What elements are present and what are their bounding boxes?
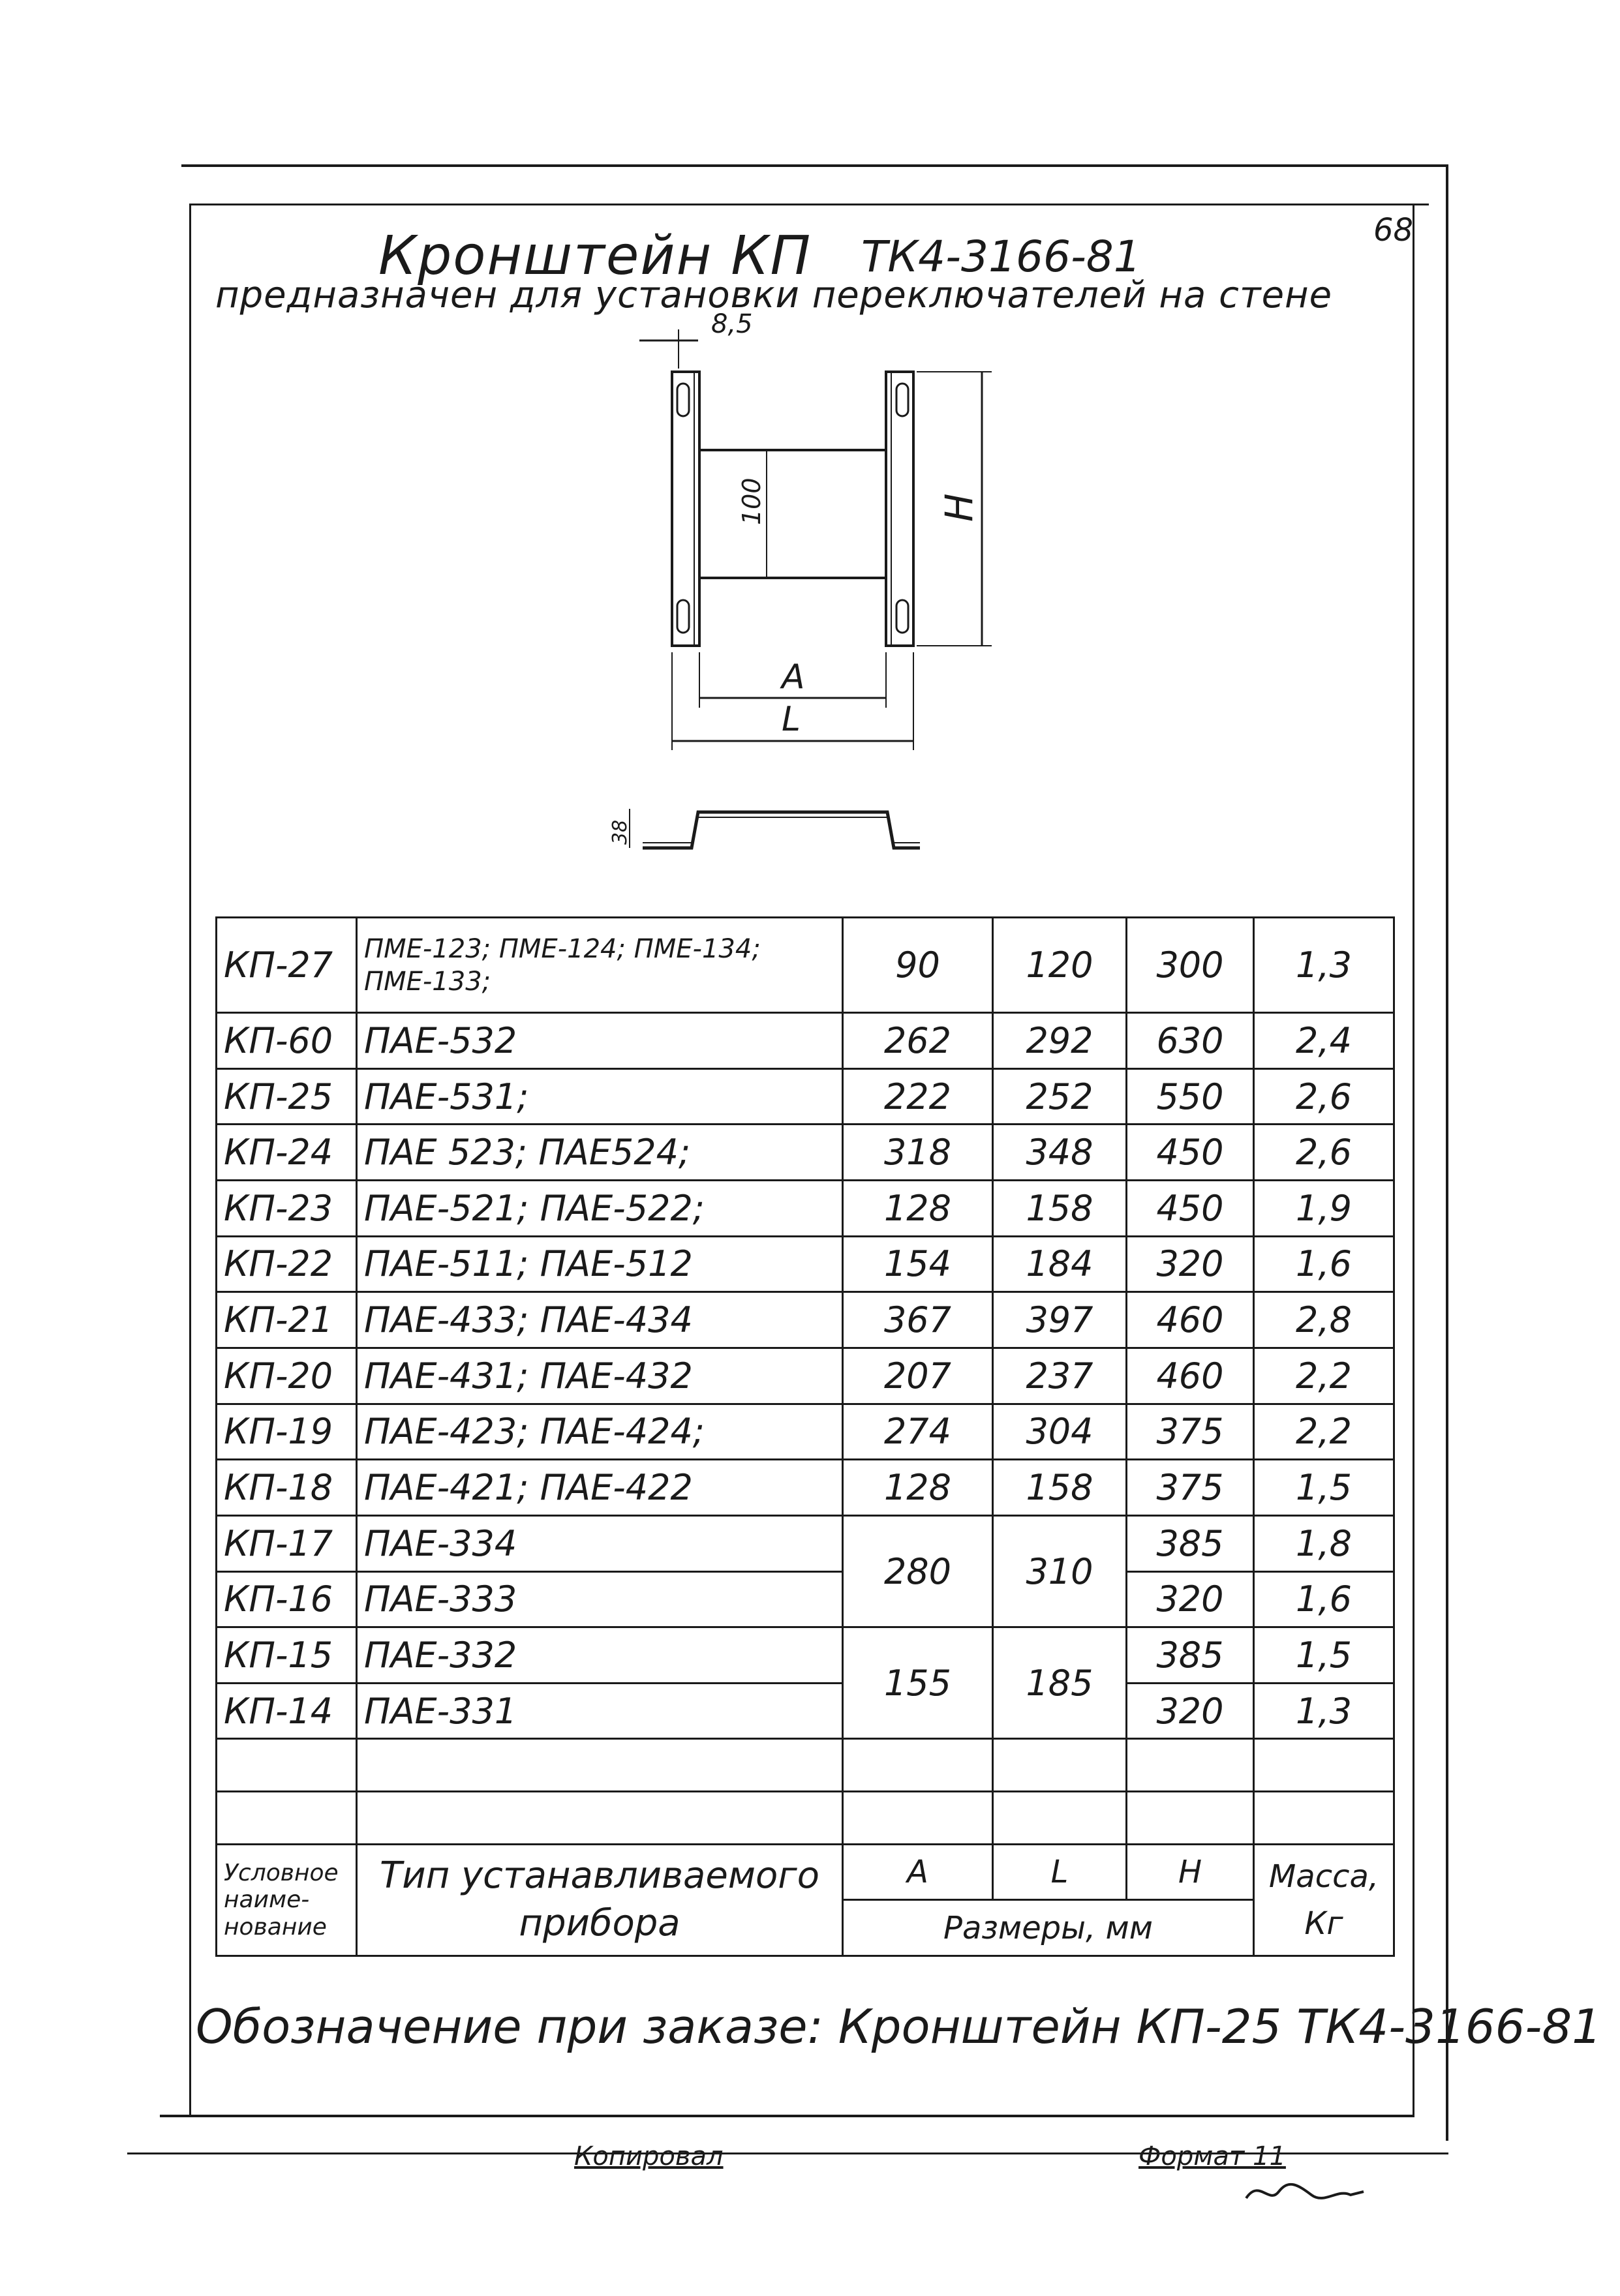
table-row	[217, 1460, 1394, 1516]
row-a: 128	[843, 1460, 993, 1516]
row-mass: 1,6	[1254, 1571, 1394, 1627]
table-row	[217, 1571, 1394, 1627]
row-a: 90	[843, 918, 993, 1013]
merged-l: 310	[993, 1515, 1127, 1627]
table-row	[217, 1348, 1394, 1404]
table-row	[217, 1068, 1394, 1125]
header-type: Тип устанавливаемого прибора	[357, 1844, 843, 1956]
row-mass: 2,6	[1254, 1125, 1394, 1181]
row-l: 397	[993, 1292, 1127, 1348]
row-device: ПМЕ-123; ПМЕ-124; ПМЕ-134; ПМЕ-133;	[357, 918, 843, 1013]
row-l: 348	[993, 1125, 1127, 1181]
table-row	[217, 918, 1394, 1013]
frame-top-line	[181, 164, 1448, 167]
document-code: ТК4-3166-81	[861, 232, 1141, 282]
row-mass: 2,2	[1254, 1348, 1394, 1404]
copied-label: Копировал	[574, 2141, 724, 2171]
row-mass: 2,4	[1254, 1013, 1394, 1069]
row-code: КП-24	[217, 1125, 357, 1181]
row-l: 304	[993, 1404, 1127, 1460]
row-code: КП-22	[217, 1236, 357, 1292]
row-a: 207	[843, 1348, 993, 1404]
row-device: ПАЕ-332	[357, 1627, 843, 1684]
row-h: 460	[1127, 1292, 1254, 1348]
row-device: ПАЕ-531;	[357, 1068, 843, 1125]
page-subtitle: предназначен для установки переключателей на стене	[215, 274, 1333, 316]
row-mass: 1,3	[1254, 1683, 1394, 1739]
row-mass: 1,6	[1254, 1236, 1394, 1292]
inner-frame-left	[189, 204, 191, 2116]
row-code: КП-20	[217, 1348, 357, 1404]
table-row	[217, 1515, 1394, 1571]
row-h: 450	[1127, 1125, 1254, 1181]
merged-l: 185	[993, 1627, 1127, 1739]
table-row	[217, 1404, 1394, 1460]
row-device: ПАЕ-421; ПАЕ-422	[357, 1460, 843, 1516]
header-mass: Масса, Кг	[1254, 1844, 1394, 1956]
h-dim-label: Н	[937, 493, 981, 522]
row-a: 367	[843, 1292, 993, 1348]
table-row	[217, 1236, 1394, 1292]
table-row	[217, 1627, 1394, 1684]
row-h: 385	[1127, 1515, 1254, 1571]
empty-row	[217, 1739, 1394, 1792]
row-h: 460	[1127, 1348, 1254, 1404]
bracket-drawing	[574, 307, 1070, 894]
thickness-dim-label: 8,5	[711, 309, 753, 339]
row-code: КП-14	[217, 1683, 357, 1739]
row-code: КП-25	[217, 1068, 357, 1125]
frame-right-line	[1446, 164, 1448, 2141]
row-h: 375	[1127, 1404, 1254, 1460]
row-device: ПАЕ-532	[357, 1013, 843, 1069]
empty-row	[217, 1792, 1394, 1845]
row-a: 222	[843, 1068, 993, 1125]
row-a: 318	[843, 1125, 993, 1181]
center-bar	[699, 450, 886, 578]
row-code: КП-16	[217, 1571, 357, 1627]
row-h: 385	[1127, 1627, 1254, 1684]
row-device: ПАЕ-331	[357, 1683, 843, 1739]
row-device: ПАЕ-521; ПАЕ-522;	[357, 1181, 843, 1237]
bracket-drawing-svg	[574, 307, 1070, 894]
row-device: ПАЕ-511; ПАЕ-512	[357, 1236, 843, 1292]
row-h: 375	[1127, 1460, 1254, 1516]
row-device: ПАЕ-334	[357, 1515, 843, 1571]
inner-frame-top	[189, 204, 1429, 205]
page-title: Кронштейн КП	[378, 225, 812, 287]
table-row	[217, 1181, 1394, 1237]
row-mass: 2,8	[1254, 1292, 1394, 1348]
page-number: 68	[1373, 212, 1414, 249]
merged-a: 280	[843, 1515, 993, 1627]
header-dims-caption: Размеры, мм	[843, 1900, 1254, 1956]
row-a: 154	[843, 1236, 993, 1292]
a-dim-label: А	[782, 657, 805, 697]
header-code: Условное наиме-нование	[217, 1844, 357, 1956]
row-mass: 1,3	[1254, 918, 1394, 1013]
row-device: ПАЕ-423; ПАЕ-424;	[357, 1404, 843, 1460]
table-row	[217, 1125, 1394, 1181]
row-code: КП-15	[217, 1627, 357, 1684]
row-code: КП-17	[217, 1515, 357, 1571]
row-code: КП-19	[217, 1404, 357, 1460]
inner-frame-bottom	[160, 2115, 1414, 2117]
format-label: Формат 11	[1139, 2141, 1286, 2171]
row-l: 158	[993, 1181, 1127, 1237]
row-mass: 2,6	[1254, 1068, 1394, 1125]
row-h: 320	[1127, 1571, 1254, 1627]
header-h: Н	[1127, 1844, 1254, 1900]
table-row	[217, 1292, 1394, 1348]
row-h: 300	[1127, 918, 1254, 1013]
spec-table	[215, 916, 1395, 1957]
row-h: 550	[1127, 1068, 1254, 1125]
signature-mark	[1240, 2172, 1370, 2214]
row-mass: 1,5	[1254, 1627, 1394, 1684]
header-l: L	[993, 1844, 1127, 1900]
order-note: Обозначение при заказе: Кронштейн КП-25 ТК4-3166-81	[196, 1999, 1602, 2054]
row-code: КП-21	[217, 1292, 357, 1348]
row-l: 120	[993, 918, 1127, 1013]
row-device: ПАЕ 523; ПАЕ524;	[357, 1125, 843, 1181]
row-mass: 1,8	[1254, 1515, 1394, 1571]
row-code: КП-18	[217, 1460, 357, 1516]
row-code: КП-60	[217, 1013, 357, 1069]
row-mass: 1,9	[1254, 1181, 1394, 1237]
row-device: ПАЕ-433; ПАЕ-434	[357, 1292, 843, 1348]
row-code: КП-23	[217, 1181, 357, 1237]
table-row	[217, 1683, 1394, 1739]
merged-a: 155	[843, 1627, 993, 1739]
row-a: 274	[843, 1404, 993, 1460]
row-device: ПАЕ-333	[357, 1571, 843, 1627]
row-l: 184	[993, 1236, 1127, 1292]
row-a: 262	[843, 1013, 993, 1069]
slot-hole	[677, 384, 689, 416]
header-a: А	[843, 1844, 993, 1900]
row-mass: 2,2	[1254, 1404, 1394, 1460]
row-device: ПАЕ-431; ПАЕ-432	[357, 1348, 843, 1404]
signature-svg	[1240, 2172, 1370, 2211]
right-plate	[886, 372, 913, 646]
l-dim-label: L	[782, 700, 801, 739]
row-h: 320	[1127, 1683, 1254, 1739]
row-l: 292	[993, 1013, 1127, 1069]
slot-hole	[896, 600, 908, 633]
row-l: 158	[993, 1460, 1127, 1516]
slot-hole	[677, 600, 689, 633]
row-l: 237	[993, 1348, 1127, 1404]
inner-frame-right	[1413, 204, 1414, 2116]
row-h: 450	[1127, 1181, 1254, 1237]
left-plate	[672, 372, 699, 646]
side-dim-label: 38	[609, 819, 632, 845]
row-h: 320	[1127, 1236, 1254, 1292]
slot-hole	[896, 384, 908, 416]
table-row	[217, 1013, 1394, 1069]
row-l: 252	[993, 1068, 1127, 1125]
row-h: 630	[1127, 1013, 1254, 1069]
inner-height-label: 100	[737, 477, 766, 525]
header-row	[217, 1844, 1394, 1900]
row-code: КП-27	[217, 918, 357, 1013]
row-a: 128	[843, 1181, 993, 1237]
row-mass: 1,5	[1254, 1460, 1394, 1516]
